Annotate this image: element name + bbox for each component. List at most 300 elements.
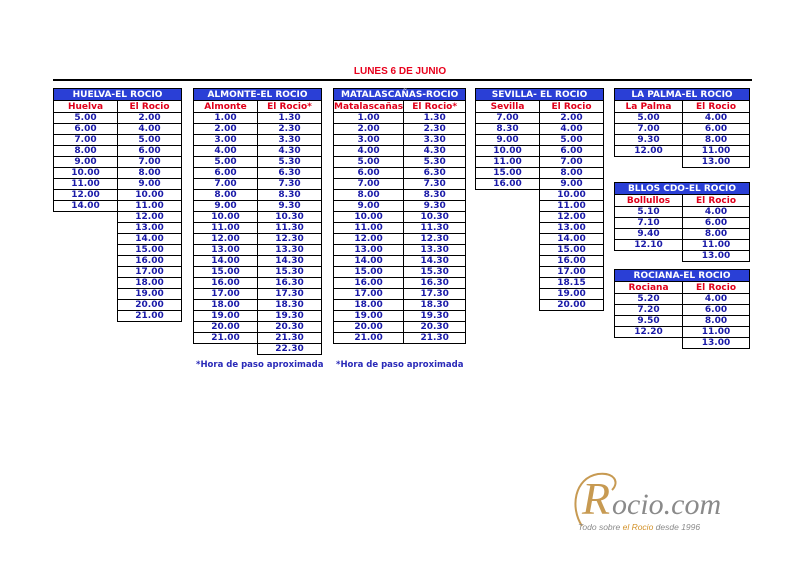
table-row (334, 311, 466, 322)
table-row (54, 190, 182, 201)
table-row (54, 223, 182, 234)
time-cell: 1.00 (334, 113, 404, 124)
time-cell: 13.30 (404, 245, 466, 256)
table-row (194, 124, 322, 135)
table-row (334, 179, 466, 190)
time-cell: 13.00 (683, 251, 750, 262)
time-cell: 13.00 (334, 245, 404, 256)
route-header: ROCIANA-EL ROCIO (615, 270, 750, 282)
table-row (476, 124, 604, 135)
time-cell: 5.00 (118, 135, 182, 146)
time-cell: 19.00 (334, 311, 404, 322)
time-cell: 14.00 (118, 234, 182, 245)
title-divider (53, 79, 752, 81)
table-row (476, 300, 604, 311)
time-cell: 10.00 (476, 146, 540, 157)
time-cell: 10.00 (540, 190, 604, 201)
time-cell: 4.00 (118, 124, 182, 135)
table-row (334, 322, 466, 333)
table-row (615, 338, 750, 349)
time-cell: 4.00 (683, 294, 750, 305)
time-cell: 11.00 (683, 240, 750, 251)
time-cell: 8.00 (194, 190, 258, 201)
table-row (334, 135, 466, 146)
time-cell (476, 234, 540, 245)
time-cell: 5.00 (615, 113, 683, 124)
table-row (615, 240, 750, 251)
route-header: SEVILLA- EL ROCIO (476, 89, 604, 101)
time-cell (476, 201, 540, 212)
table-row (476, 201, 604, 212)
column-header: El Rocio (540, 101, 604, 113)
time-cell: 14.00 (194, 256, 258, 267)
time-cell: 4.30 (258, 146, 322, 157)
time-cell: 8.00 (54, 146, 118, 157)
time-cell: 16.00 (194, 278, 258, 289)
table-row (476, 113, 604, 124)
time-cell: 7.00 (194, 179, 258, 190)
time-cell: 5.20 (615, 294, 683, 305)
time-cell: 7.00 (476, 113, 540, 124)
route-header: BLLOS CDO-EL ROCIO (615, 183, 750, 195)
time-cell: 20.00 (118, 300, 182, 311)
time-cell: 20.00 (194, 322, 258, 333)
time-cell: 12.00 (118, 212, 182, 223)
time-cell (54, 311, 118, 322)
time-cell: 13.00 (194, 245, 258, 256)
time-cell: 8.00 (683, 229, 750, 240)
table-row (615, 229, 750, 240)
time-cell (476, 300, 540, 311)
rocio-com-logo (568, 468, 778, 540)
table-row (334, 146, 466, 157)
table-row (334, 168, 466, 179)
column-header: El Rocio (118, 101, 182, 113)
table-row (476, 256, 604, 267)
time-cell: 10.30 (258, 212, 322, 223)
column-header: El Rocio (683, 282, 750, 294)
time-cell: 15.00 (476, 168, 540, 179)
time-cell: 13.00 (683, 338, 750, 349)
time-cell: 11.30 (404, 223, 466, 234)
time-cell: 11.00 (683, 327, 750, 338)
column-header: Bollullos (615, 195, 683, 207)
time-cell (54, 267, 118, 278)
time-cell: 11.00 (476, 157, 540, 168)
svg-text:ocio.com: ocio.com (612, 488, 722, 521)
time-cell (476, 223, 540, 234)
time-cell: 16.00 (476, 179, 540, 190)
time-cell: 2.00 (540, 113, 604, 124)
table-row (194, 223, 322, 234)
time-cell: 18.30 (258, 300, 322, 311)
time-cell: 12.00 (54, 190, 118, 201)
time-cell (54, 300, 118, 311)
schedule-table-0 (53, 88, 182, 322)
time-cell: 9.00 (540, 179, 604, 190)
time-cell: 8.30 (258, 190, 322, 201)
time-cell: 20.00 (334, 322, 404, 333)
time-cell: 19.00 (540, 289, 604, 300)
time-cell: 6.00 (540, 146, 604, 157)
time-cell (476, 212, 540, 223)
time-cell: 1.30 (258, 113, 322, 124)
table-row (615, 218, 750, 229)
table-row (194, 333, 322, 344)
time-cell: 7.00 (334, 179, 404, 190)
time-cell: 5.00 (194, 157, 258, 168)
time-cell: 3.00 (194, 135, 258, 146)
time-cell: 19.30 (404, 311, 466, 322)
column-header: El Rocio (683, 195, 750, 207)
table-row (54, 146, 182, 157)
time-cell: 8.30 (476, 124, 540, 135)
table-row (194, 113, 322, 124)
time-cell (476, 289, 540, 300)
table-row (334, 267, 466, 278)
table-row (476, 223, 604, 234)
time-cell: 20.30 (404, 322, 466, 333)
time-cell: 8.00 (118, 168, 182, 179)
time-cell: 20.30 (258, 322, 322, 333)
time-cell: 12.00 (194, 234, 258, 245)
time-cell (54, 245, 118, 256)
table-row (194, 278, 322, 289)
table-row (334, 190, 466, 201)
table-row (54, 311, 182, 322)
table-row (615, 146, 750, 157)
schedule-table-2 (333, 88, 466, 344)
time-cell: 9.00 (334, 201, 404, 212)
time-cell: 22.30 (258, 344, 322, 355)
table-row (476, 179, 604, 190)
time-cell: 10.30 (404, 212, 466, 223)
column-header: Sevilla (476, 101, 540, 113)
schedule-table-5 (614, 182, 750, 262)
time-cell: 2.30 (404, 124, 466, 135)
table-row (334, 124, 466, 135)
time-cell: 11.00 (54, 179, 118, 190)
time-cell (615, 251, 683, 262)
time-cell: 9.50 (615, 316, 683, 327)
time-cell: 5.30 (258, 157, 322, 168)
table-row (615, 251, 750, 262)
route-header: ALMONTE-EL ROCIO (194, 89, 322, 101)
route-header: MATALASCAÑAS-ROCIO (334, 89, 466, 101)
table-row (54, 201, 182, 212)
table-row (476, 212, 604, 223)
time-cell: 16.00 (118, 256, 182, 267)
table-row (476, 146, 604, 157)
time-cell: 21.30 (258, 333, 322, 344)
time-cell (54, 234, 118, 245)
time-cell: 7.10 (615, 218, 683, 229)
schedule-table-1 (193, 88, 322, 355)
table-row (54, 157, 182, 168)
time-cell: 6.00 (118, 146, 182, 157)
time-cell: 17.00 (118, 267, 182, 278)
time-cell: 21.00 (334, 333, 404, 344)
table-row (334, 278, 466, 289)
time-cell: 11.00 (194, 223, 258, 234)
time-cell: 6.00 (54, 124, 118, 135)
time-cell: 10.00 (54, 168, 118, 179)
time-cell: 9.00 (476, 135, 540, 146)
time-cell: 10.00 (194, 212, 258, 223)
schedule-table-3 (475, 88, 604, 311)
time-cell: 9.30 (404, 201, 466, 212)
time-cell: 17.00 (334, 289, 404, 300)
time-cell: 2.00 (118, 113, 182, 124)
time-cell: 13.00 (118, 223, 182, 234)
time-cell: 21.00 (118, 311, 182, 322)
table-row (476, 289, 604, 300)
table-row (476, 135, 604, 146)
table-row (54, 135, 182, 146)
time-cell: 14.00 (540, 234, 604, 245)
time-cell: 13.00 (540, 223, 604, 234)
table-row (194, 267, 322, 278)
time-cell: 13.30 (258, 245, 322, 256)
time-cell: 10.00 (334, 212, 404, 223)
table-row (54, 267, 182, 278)
time-cell: 4.00 (194, 146, 258, 157)
table-row (194, 146, 322, 157)
time-cell: 21.30 (404, 333, 466, 344)
time-cell: 5.30 (404, 157, 466, 168)
time-cell: 15.00 (334, 267, 404, 278)
time-cell (476, 267, 540, 278)
table-row (194, 322, 322, 333)
time-cell: 3.30 (258, 135, 322, 146)
time-cell: 6.00 (683, 124, 750, 135)
time-cell: 5.00 (540, 135, 604, 146)
column-header: Rociana (615, 282, 683, 294)
time-cell: 5.00 (54, 113, 118, 124)
time-cell: 15.00 (118, 245, 182, 256)
table-row (194, 168, 322, 179)
time-cell: 7.30 (258, 179, 322, 190)
time-cell (54, 289, 118, 300)
column-header: Matalascañas (334, 101, 404, 112)
time-cell (476, 245, 540, 256)
time-cell: 18.00 (118, 278, 182, 289)
time-cell: 9.00 (194, 201, 258, 212)
time-cell: 7.30 (404, 179, 466, 190)
time-cell: 20.00 (540, 300, 604, 311)
time-cell: 5.00 (334, 157, 404, 168)
approximate-time-note-matalascanas: *Hora de paso aproximada (336, 360, 464, 370)
table-row (194, 289, 322, 300)
time-cell: 4.00 (683, 207, 750, 218)
page-title: LUNES 6 DE JUNIO (353, 66, 447, 77)
time-cell: 13.00 (683, 157, 750, 168)
time-cell: 12.20 (615, 327, 683, 338)
table-row (194, 344, 322, 355)
time-cell: 14.00 (54, 201, 118, 212)
table-row (476, 157, 604, 168)
table-row (334, 212, 466, 223)
schedule-table-4 (614, 88, 750, 168)
time-cell (476, 256, 540, 267)
table-row (615, 113, 750, 124)
table-row (194, 201, 322, 212)
time-cell: 14.30 (404, 256, 466, 267)
time-cell: 8.00 (683, 135, 750, 146)
time-cell: 12.00 (540, 212, 604, 223)
time-cell: 8.00 (540, 168, 604, 179)
table-row (194, 300, 322, 311)
time-cell: 9.00 (54, 157, 118, 168)
route-header: HUELVA-EL ROCIO (54, 89, 182, 101)
time-cell: 12.30 (258, 234, 322, 245)
time-cell: 7.00 (615, 124, 683, 135)
table-row (194, 135, 322, 146)
table-row (334, 223, 466, 234)
table-row (476, 278, 604, 289)
time-cell: 4.00 (540, 124, 604, 135)
schedule-table-6 (614, 269, 750, 349)
table-row (54, 124, 182, 135)
table-row (476, 168, 604, 179)
time-cell: 16.30 (258, 278, 322, 289)
table-row (334, 157, 466, 168)
time-cell: 9.00 (118, 179, 182, 190)
table-row (615, 316, 750, 327)
time-cell: 9.40 (615, 229, 683, 240)
time-cell: 7.00 (118, 157, 182, 168)
table-row (54, 113, 182, 124)
table-row (615, 207, 750, 218)
table-row (476, 245, 604, 256)
time-cell (54, 223, 118, 234)
time-cell: 7.20 (615, 305, 683, 316)
table-row (54, 168, 182, 179)
column-header: El Rocio* (258, 101, 322, 113)
time-cell (54, 212, 118, 223)
time-cell: 9.30 (258, 201, 322, 212)
table-row (334, 256, 466, 267)
time-cell: 9.30 (615, 135, 683, 146)
route-header: LA PALMA-EL ROCIO (615, 89, 750, 101)
time-cell: 18.00 (334, 300, 404, 311)
time-cell: 12.30 (404, 234, 466, 245)
time-cell (476, 278, 540, 289)
table-row (615, 157, 750, 168)
time-cell (476, 190, 540, 201)
table-row (194, 256, 322, 267)
time-cell: 6.00 (334, 168, 404, 179)
time-cell: 1.00 (194, 113, 258, 124)
time-cell: 15.00 (194, 267, 258, 278)
table-row (194, 190, 322, 201)
table-row (54, 245, 182, 256)
time-cell: 2.00 (334, 124, 404, 135)
table-row (54, 179, 182, 190)
time-cell: 11.00 (683, 146, 750, 157)
time-cell: 14.00 (334, 256, 404, 267)
time-cell: 6.30 (404, 168, 466, 179)
time-cell: 11.00 (118, 201, 182, 212)
svg-text:Todo sobre el Rocio desde 1996: Todo sobre el Rocio desde 1996 (578, 522, 701, 532)
approximate-time-note-almonte: *Hora de paso aproximada (196, 360, 324, 370)
time-cell: 17.00 (194, 289, 258, 300)
table-row (615, 124, 750, 135)
column-header: Almonte (194, 101, 258, 113)
table-row (334, 234, 466, 245)
table-row (54, 212, 182, 223)
svg-text:R: R (582, 473, 611, 524)
time-cell: 12.10 (615, 240, 683, 251)
time-cell: 19.30 (258, 311, 322, 322)
table-row (194, 179, 322, 190)
time-cell: 15.00 (540, 245, 604, 256)
time-cell: 4.00 (334, 146, 404, 157)
column-header: El Rocio* (404, 101, 466, 113)
table-row (334, 289, 466, 300)
table-row (54, 256, 182, 267)
time-cell: 6.00 (683, 305, 750, 316)
table-row (194, 234, 322, 245)
table-row (334, 300, 466, 311)
time-cell: 2.00 (194, 124, 258, 135)
table-row (615, 294, 750, 305)
time-cell: 15.30 (404, 267, 466, 278)
table-row (476, 267, 604, 278)
table-row (194, 157, 322, 168)
table-row (615, 135, 750, 146)
table-row (54, 234, 182, 245)
time-cell: 8.30 (404, 190, 466, 201)
time-cell: 7.00 (54, 135, 118, 146)
time-cell: 6.30 (258, 168, 322, 179)
time-cell: 19.00 (118, 289, 182, 300)
table-row (194, 245, 322, 256)
time-cell: 14.30 (258, 256, 322, 267)
table-row (54, 278, 182, 289)
time-cell: 16.30 (404, 278, 466, 289)
table-row (54, 300, 182, 311)
time-cell (615, 157, 683, 168)
time-cell (54, 256, 118, 267)
time-cell: 11.00 (334, 223, 404, 234)
time-cell: 17.30 (404, 289, 466, 300)
time-cell: 19.00 (194, 311, 258, 322)
time-cell: 1.30 (404, 113, 466, 124)
time-cell: 11.30 (258, 223, 322, 234)
time-cell (54, 278, 118, 289)
time-cell: 17.30 (258, 289, 322, 300)
time-cell: 7.00 (540, 157, 604, 168)
time-cell: 17.00 (540, 267, 604, 278)
time-cell: 4.00 (683, 113, 750, 124)
time-cell: 18.00 (194, 300, 258, 311)
table-row (334, 333, 466, 344)
time-cell: 12.00 (334, 234, 404, 245)
table-row (615, 305, 750, 316)
time-cell: 12.00 (615, 146, 683, 157)
table-row (194, 212, 322, 223)
table-row (476, 234, 604, 245)
time-cell (194, 344, 258, 355)
time-cell: 6.00 (194, 168, 258, 179)
table-row (476, 190, 604, 201)
table-row (54, 289, 182, 300)
time-cell: 4.30 (404, 146, 466, 157)
time-cell: 16.00 (540, 256, 604, 267)
table-row (194, 311, 322, 322)
time-cell (615, 338, 683, 349)
